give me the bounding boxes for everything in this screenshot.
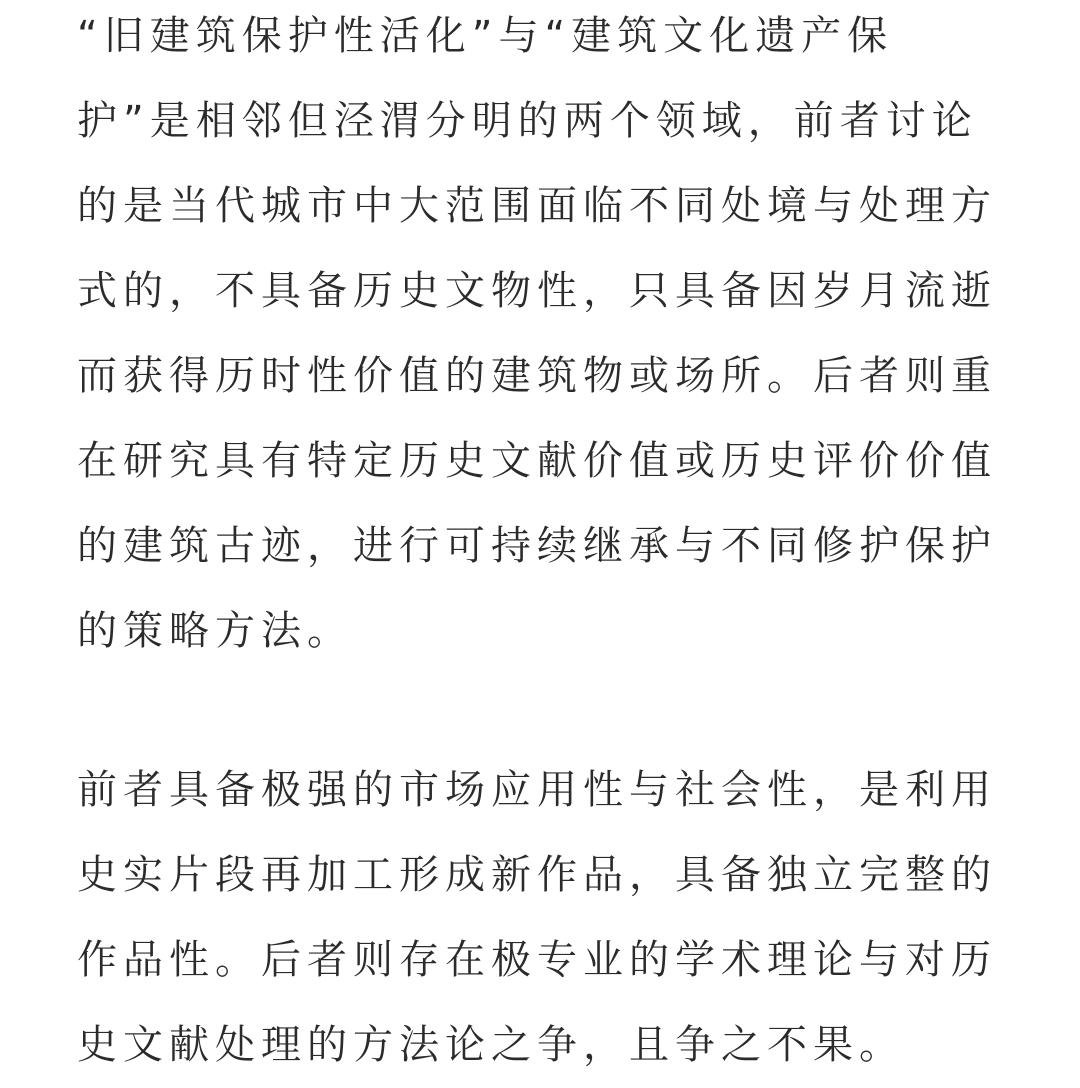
paragraph-1-line-5: 而获得历时性价值的建筑物或场所。后者则重 bbox=[77, 353, 997, 399]
paragraph-2-line-4: 史文献处理的方法论之争，且争之不果。 bbox=[77, 1022, 905, 1068]
paragraph-1-line-6: 在研究具有特定历史文献价值或历史评价价值 bbox=[77, 438, 997, 484]
paragraph-2-line-2: 史实片段再加工形成新作品，具备独立完整的 bbox=[77, 852, 997, 898]
paragraph-1-line-8: 的策略方法。 bbox=[77, 608, 353, 654]
paragraph-1-line-4: 式的，不具备历史文物性，只具备因岁月流逝 bbox=[77, 268, 997, 314]
paragraph-1 bbox=[77, 0, 997, 674]
paragraph-1-line-2: 护”是相邻但泾渭分明的两个领域，前者讨论 bbox=[77, 98, 978, 144]
paragraph-1-line-7: 的建筑古迹，进行可持续继承与不同修护保护 bbox=[77, 523, 997, 569]
paragraph-1-line-3: 的是当代城市中大范围面临不同处境与处理方 bbox=[77, 183, 997, 229]
paragraph-2-line-1: 前者具备极强的市场应用性与社会性，是利用 bbox=[77, 767, 997, 813]
paragraph-2 bbox=[77, 748, 997, 1088]
paragraph-2-line-3: 作品性。后者则存在极专业的学术理论与对历 bbox=[77, 937, 997, 983]
paragraph-1-line-1: “旧建筑保护性活化”与“建筑文化遗产保 bbox=[77, 13, 894, 59]
